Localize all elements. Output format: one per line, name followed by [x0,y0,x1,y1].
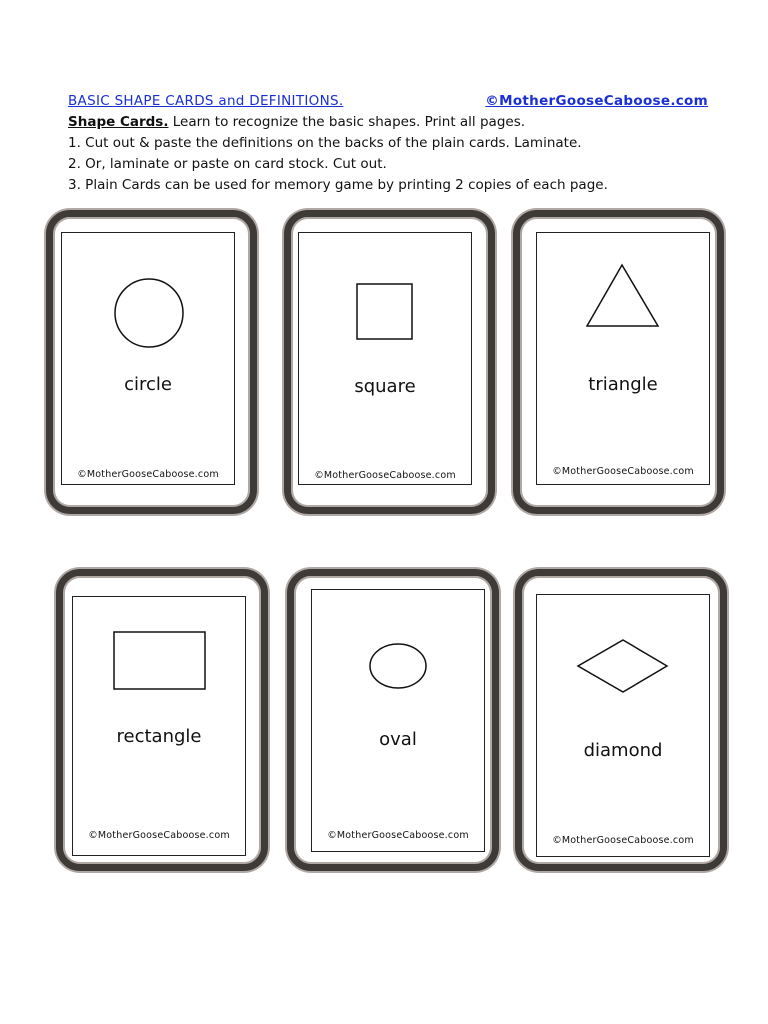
page-header [68,91,708,196]
intro-label: Shape Cards. [68,114,169,130]
triangle-icon [585,263,661,329]
shape-card-triangle [513,210,724,514]
intro-text: Learn to recognize the basic shapes. Print all pages. [168,114,526,130]
card-inner-frame [298,232,472,485]
diamond-icon [576,638,670,694]
shape-card-square [284,210,495,514]
card-label: triangle [588,374,658,395]
card-footer: ©MotherGooseCaboose.com [77,469,219,480]
card-label: rectangle [116,726,202,747]
card-label: oval [379,729,417,750]
shape-card-circle [46,210,257,514]
circle-icon [112,276,186,350]
square-icon [356,283,414,341]
card-inner-frame [536,594,710,857]
card-label: circle [124,374,172,395]
shape-card-diamond [515,569,727,871]
rectangle-icon [113,631,207,691]
card-label: diamond [583,740,663,761]
card-footer: ©MotherGooseCaboose.com [314,470,456,481]
instruction-step-2: 2. Or, laminate or paste on card stock. Cut out. [68,156,387,172]
card-inner-frame [536,232,710,485]
page-title: BASIC SHAPE CARDS and DEFINITIONS. [68,93,344,109]
shape-card-rectangle [56,569,268,871]
brand-link[interactable]: ©MotherGooseCaboose.com [485,93,708,109]
shape-card-oval [287,569,499,871]
card-footer: ©MotherGooseCaboose.com [552,835,694,846]
instruction-step-1: 1. Cut out & paste the definitions on the backs of the plain cards. Laminate. [68,135,582,151]
card-label: square [354,376,416,397]
card-inner-frame [72,596,246,856]
card-inner-frame [61,232,235,485]
instruction-step-3: 3. Plain Cards can be used for memory game by printing 2 copies of each page. [68,177,608,193]
card-inner-frame [311,589,485,852]
card-footer: ©MotherGooseCaboose.com [88,830,230,841]
title-line [68,91,708,112]
card-footer: ©MotherGooseCaboose.com [327,830,469,841]
oval-icon [368,641,428,691]
intro-line [68,112,708,133]
card-footer: ©MotherGooseCaboose.com [552,466,694,477]
